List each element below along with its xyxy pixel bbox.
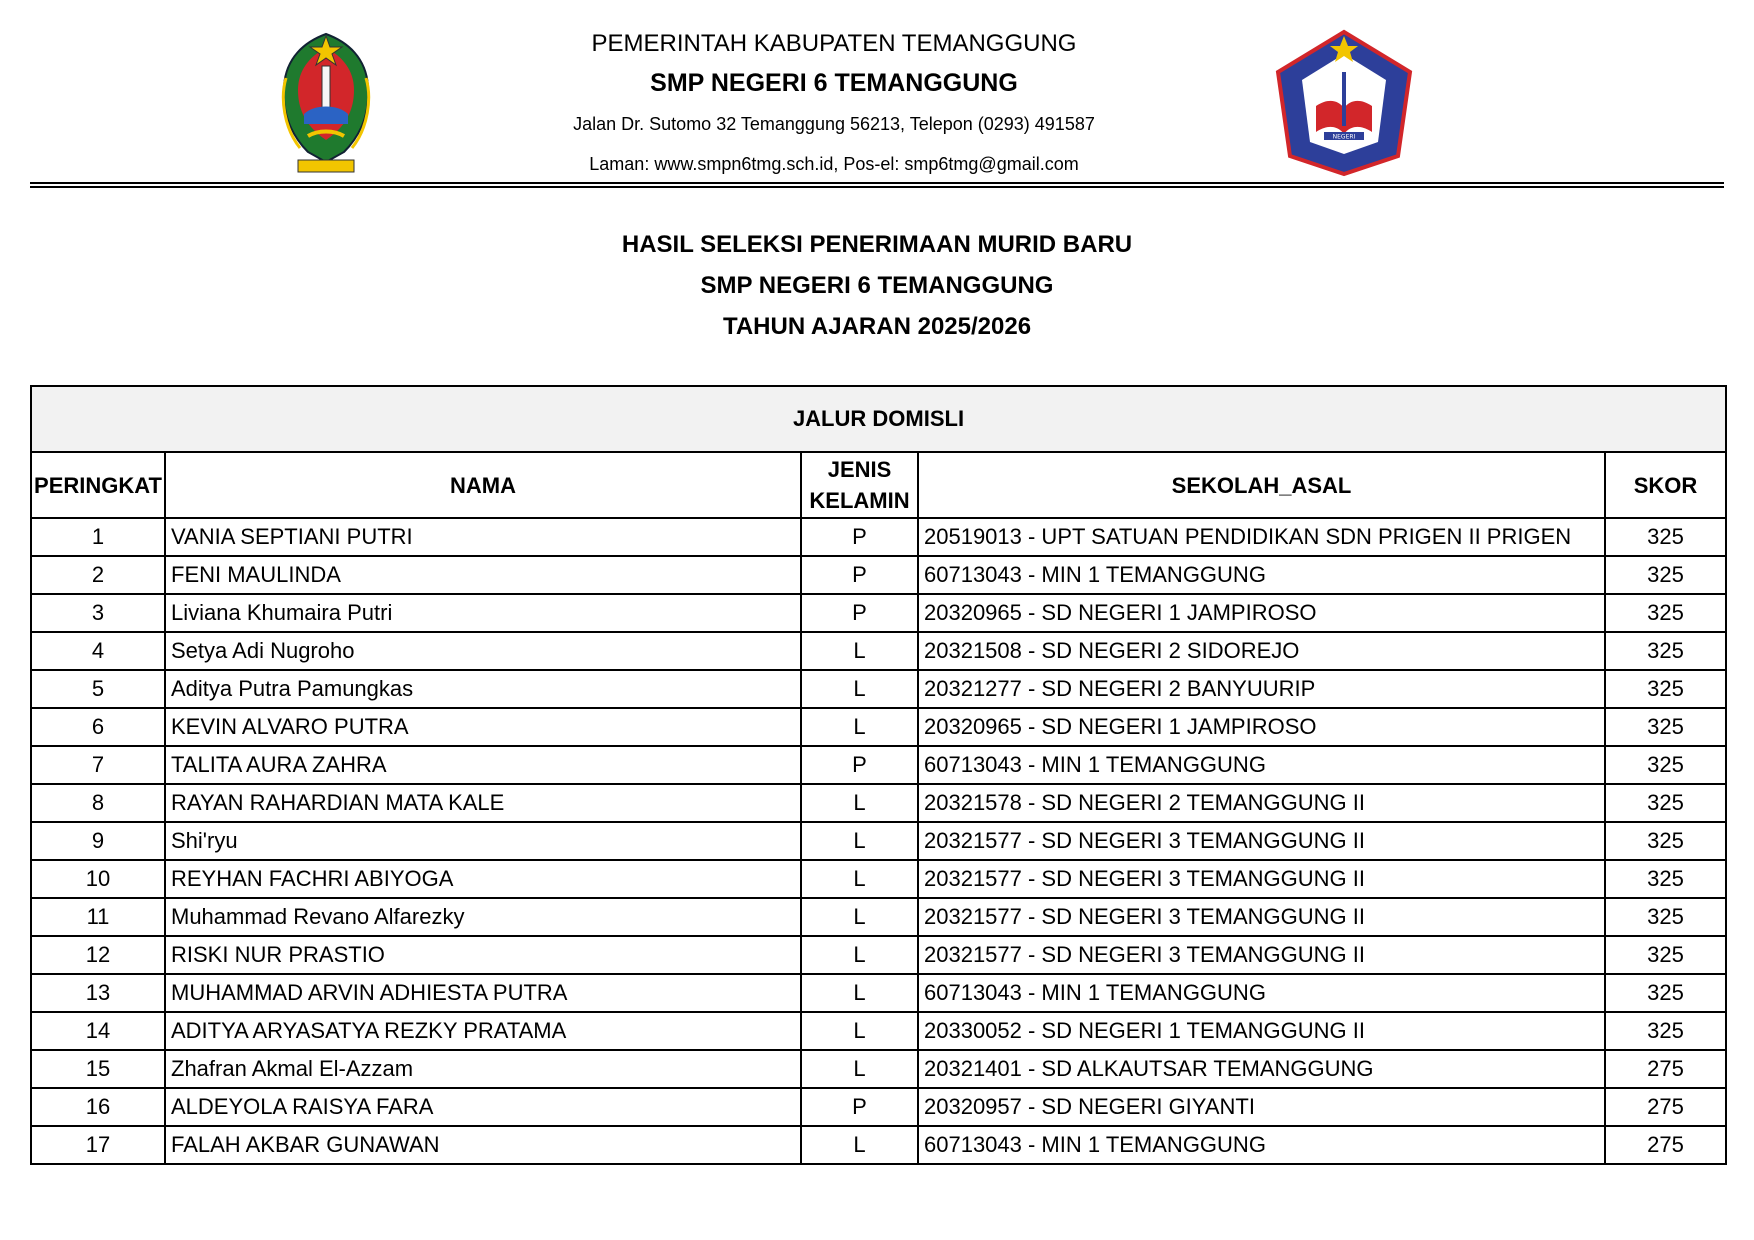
cell-school: 20321277 - SD NEGERI 2 BANYUURIP [918, 670, 1605, 708]
cell-rank: 1 [31, 518, 165, 556]
cell-school: 60713043 - MIN 1 TEMANGGUNG [918, 746, 1605, 784]
cell-rank: 2 [31, 556, 165, 594]
table-row [31, 518, 1726, 556]
table-row [31, 1088, 1726, 1126]
cell-rank: 7 [31, 746, 165, 784]
table-row [31, 632, 1726, 670]
cell-name: FALAH AKBAR GUNAWAN [165, 1126, 801, 1164]
cell-score: 325 [1605, 974, 1726, 1012]
cell-score: 275 [1605, 1088, 1726, 1126]
table-group-row [31, 386, 1726, 452]
cell-gender: L [801, 670, 918, 708]
table-row [31, 670, 1726, 708]
cell-name: REYHAN FACHRI ABIYOGA [165, 860, 801, 898]
letterhead-rule-top [30, 182, 1724, 184]
letterhead [400, 26, 1268, 184]
cell-name: Setya Adi Nugroho [165, 632, 801, 670]
results-table [30, 385, 1727, 1165]
cell-score: 325 [1605, 898, 1726, 936]
cell-gender: L [801, 898, 918, 936]
cell-score: 325 [1605, 1012, 1726, 1050]
cell-school: 20321578 - SD NEGERI 2 TEMANGGUNG II [918, 784, 1605, 822]
cell-school: 20320957 - SD NEGERI GIYANTI [918, 1088, 1605, 1126]
cell-score: 325 [1605, 632, 1726, 670]
cell-gender: L [801, 632, 918, 670]
cell-school: 20320965 - SD NEGERI 1 JAMPIROSO [918, 708, 1605, 746]
cell-rank: 12 [31, 936, 165, 974]
government-name: PEMERINTAH KABUPATEN TEMANGGUNG [591, 30, 1077, 57]
header-gender-line2: KELAMIN [809, 488, 910, 513]
cell-rank: 17 [31, 1126, 165, 1164]
cell-school: 60713043 - MIN 1 TEMANGGUNG [918, 556, 1605, 594]
cell-gender: L [801, 784, 918, 822]
cell-school: 20330052 - SD NEGERI 1 TEMANGGUNG II [918, 1012, 1605, 1050]
cell-gender: L [801, 974, 918, 1012]
cell-rank: 16 [31, 1088, 165, 1126]
cell-gender: L [801, 822, 918, 860]
table-row [31, 594, 1726, 632]
cell-score: 325 [1605, 556, 1726, 594]
cell-rank: 11 [31, 898, 165, 936]
cell-score: 325 [1605, 860, 1726, 898]
cell-rank: 14 [31, 1012, 165, 1050]
cell-name: FENI MAULINDA [165, 556, 801, 594]
letterhead-rule-bottom [30, 186, 1724, 188]
cell-score: 325 [1605, 708, 1726, 746]
cell-gender: P [801, 594, 918, 632]
table-body [31, 518, 1726, 1164]
title-line-3: TAHUN AJARAN 2025/2026 [722, 313, 1032, 340]
cell-school: 60713043 - MIN 1 TEMANGGUNG [918, 974, 1605, 1012]
cell-rank: 4 [31, 632, 165, 670]
cell-gender: P [801, 746, 918, 784]
cell-name: VANIA SEPTIANI PUTRI [165, 518, 801, 556]
cell-school: 20321577 - SD NEGERI 3 TEMANGGUNG II [918, 898, 1605, 936]
table-row [31, 1012, 1726, 1050]
table-header-row [31, 452, 1726, 518]
cell-name: Shi'ryu [165, 822, 801, 860]
cell-name: Zhafran Akmal El-Azzam [165, 1050, 801, 1088]
cell-name: TALITA AURA ZAHRA [165, 746, 801, 784]
cell-name: ALDEYOLA RAISYA FARA [165, 1088, 801, 1126]
table-row [31, 822, 1726, 860]
cell-score: 325 [1605, 784, 1726, 822]
cell-gender: P [801, 518, 918, 556]
cell-gender: L [801, 936, 918, 974]
header-score: SKOR [1605, 452, 1726, 518]
table-row [31, 556, 1726, 594]
cell-rank: 15 [31, 1050, 165, 1088]
cell-name: Muhammad Revano Alfarezky [165, 898, 801, 936]
title-line-1: HASIL SELEKSI PENERIMAAN MURID BARU [621, 231, 1133, 258]
header-rank: PERINGKAT [31, 452, 165, 518]
table-row [31, 708, 1726, 746]
cell-name: MUHAMMAD ARVIN ADHIESTA PUTRA [165, 974, 801, 1012]
title-line-2: SMP NEGERI 6 TEMANGGUNG [700, 272, 1054, 299]
header-name: NAMA [165, 452, 801, 518]
cell-score: 325 [1605, 746, 1726, 784]
cell-gender: L [801, 1050, 918, 1088]
school-name: SMP NEGERI 6 TEMANGGUNG [650, 69, 1018, 97]
cell-rank: 13 [31, 974, 165, 1012]
table-row [31, 936, 1726, 974]
cell-name: RISKI NUR PRASTIO [165, 936, 801, 974]
regency-coat-of-arms-icon [278, 28, 374, 176]
cell-school: 20519013 - UPT SATUAN PENDIDIKAN SDN PRIGEN II PRIGEN [918, 518, 1605, 556]
cell-name: KEVIN ALVARO PUTRA [165, 708, 801, 746]
header-school: SEKOLAH_ASAL [918, 452, 1605, 518]
cell-rank: 6 [31, 708, 165, 746]
cell-score: 325 [1605, 936, 1726, 974]
group-title: JALUR DOMISLI [31, 386, 1726, 452]
cell-score: 325 [1605, 670, 1726, 708]
cell-rank: 3 [31, 594, 165, 632]
cell-school: 20321508 - SD NEGERI 2 SIDOREJO [918, 632, 1605, 670]
cell-score: 325 [1605, 594, 1726, 632]
cell-school: 60713043 - MIN 1 TEMANGGUNG [918, 1126, 1605, 1164]
svg-text:NEGERI: NEGERI [1332, 133, 1356, 141]
cell-school: 20320965 - SD NEGERI 1 JAMPIROSO [918, 594, 1605, 632]
cell-gender: P [801, 556, 918, 594]
school-address: Jalan Dr. Sutomo 32 Temanggung 56213, Telepon (0293) 491587 [573, 114, 1095, 134]
cell-name: Liviana Khumaira Putri [165, 594, 801, 632]
school-contact: Laman: www.smpn6tmg.sch.id, Pos-el: smp6tmg@gmail.com [589, 154, 1079, 174]
cell-score: 275 [1605, 1126, 1726, 1164]
table-row [31, 1050, 1726, 1088]
cell-school: 20321401 - SD ALKAUTSAR TEMANGGUNG [918, 1050, 1605, 1088]
cell-score: 325 [1605, 822, 1726, 860]
cell-name: RAYAN RAHARDIAN MATA KALE [165, 784, 801, 822]
cell-name: Aditya Putra Pamungkas [165, 670, 801, 708]
cell-score: 275 [1605, 1050, 1726, 1088]
cell-gender: L [801, 1012, 918, 1050]
cell-name: ADITYA ARYASATYA REZKY PRATAMA [165, 1012, 801, 1050]
table-row [31, 784, 1726, 822]
cell-school: 20321577 - SD NEGERI 3 TEMANGGUNG II [918, 860, 1605, 898]
header-gender [801, 452, 918, 518]
table-row [31, 746, 1726, 784]
table-row [31, 1126, 1726, 1164]
cell-rank: 10 [31, 860, 165, 898]
cell-gender: L [801, 1126, 918, 1164]
school-emblem-icon [1272, 28, 1416, 178]
document-titles [0, 224, 1754, 347]
cell-gender: L [801, 708, 918, 746]
cell-gender: L [801, 860, 918, 898]
table-row [31, 898, 1726, 936]
cell-score: 325 [1605, 518, 1726, 556]
cell-rank: 8 [31, 784, 165, 822]
cell-school: 20321577 - SD NEGERI 3 TEMANGGUNG II [918, 936, 1605, 974]
cell-school: 20321577 - SD NEGERI 3 TEMANGGUNG II [918, 822, 1605, 860]
table-row [31, 974, 1726, 1012]
header-gender-line1: JENIS [827, 457, 892, 482]
table-row [31, 860, 1726, 898]
cell-gender: P [801, 1088, 918, 1126]
cell-rank: 5 [31, 670, 165, 708]
cell-rank: 9 [31, 822, 165, 860]
